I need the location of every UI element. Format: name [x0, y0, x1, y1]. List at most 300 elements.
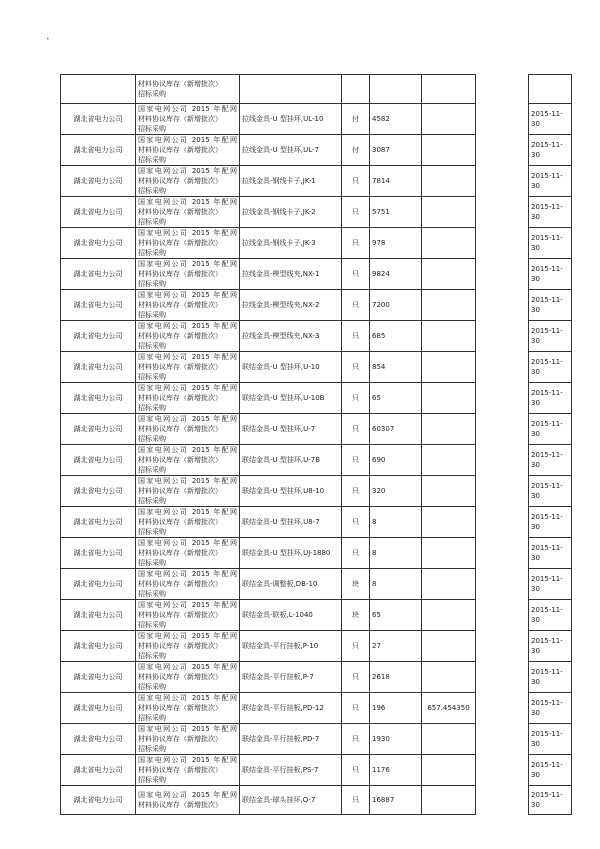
- qty-value: 8: [372, 580, 377, 588]
- item-name: 联结金具-平行挂板,P-10: [242, 642, 319, 650]
- gap-cell: [476, 662, 529, 693]
- project-line: 材料协议库存（新增批次）: [138, 766, 222, 774]
- company-cell: [61, 662, 136, 693]
- gap-cell: [476, 476, 529, 507]
- date-cell: [529, 197, 572, 228]
- table-row: [61, 321, 572, 352]
- date-cell: [529, 321, 572, 352]
- project-cell: [136, 755, 240, 786]
- project-line: 国家电网公司 2015 年配网: [138, 663, 237, 671]
- date-value: 2015-11-30: [531, 110, 563, 128]
- unit-cell: [342, 507, 370, 538]
- unit-value: 只: [352, 456, 359, 464]
- unit-cell: [342, 693, 370, 724]
- company-cell: [61, 631, 136, 662]
- unit-cell: [342, 290, 370, 321]
- item-name: 拉线金具-楔型线夹,NX-2: [242, 301, 320, 309]
- amount-cell: [422, 352, 476, 383]
- project-line: 招标采购: [138, 435, 166, 443]
- project-line: 材料协议库存（新增批次）: [138, 270, 222, 278]
- project-line: 招标采购: [138, 590, 166, 598]
- company-name: 湖北省电力公司: [73, 425, 123, 433]
- unit-value: 只: [352, 673, 359, 681]
- project-cell: [136, 445, 240, 476]
- table-row: [61, 104, 572, 135]
- project-line: 材料协议库存（新增批次）: [138, 80, 222, 88]
- date-value: 2015-11-30: [531, 265, 563, 283]
- date-value: 2015-11-30: [531, 420, 563, 438]
- company-cell: [61, 693, 136, 724]
- item-name: 拉线金具-U 型挂环,UL-7: [242, 146, 319, 154]
- date-value: 2015-11-30: [531, 513, 563, 531]
- amount-value: 657.454350: [427, 704, 470, 712]
- qty-value: 65: [372, 611, 381, 619]
- unit-value: 只: [352, 208, 359, 216]
- unit-cell: [342, 538, 370, 569]
- unit-cell: [342, 600, 370, 631]
- qty-cell: [370, 414, 422, 445]
- unit-value: 只: [352, 549, 359, 557]
- gap-cell: [476, 507, 529, 538]
- qty-cell: [370, 321, 422, 352]
- project-line: 材料协议库存（新增批次）: [138, 518, 222, 526]
- company-cell: [61, 600, 136, 631]
- item-name: 联结金具-U 型挂环,UJ-1880: [242, 549, 331, 557]
- qty-cell: [370, 104, 422, 135]
- item-name: 联结金具-U 型挂环,U8-7: [242, 518, 320, 526]
- unit-cell: [342, 414, 370, 445]
- company-name: 湖北省电力公司: [73, 146, 123, 154]
- amount-cell: [422, 290, 476, 321]
- unit-cell: [342, 724, 370, 755]
- date-value: 2015-11-30: [531, 482, 563, 500]
- unit-value: 只: [352, 518, 359, 526]
- project-line: 招标采购: [138, 373, 166, 381]
- qty-cell: [370, 538, 422, 569]
- company-name: 湖北省电力公司: [73, 642, 123, 650]
- gap-cell: [476, 724, 529, 755]
- project-line: 材料协议库存（新增批次）: [138, 425, 222, 433]
- qty-value: 2618: [372, 673, 390, 681]
- date-value: 2015-11-30: [531, 296, 563, 314]
- amount-cell: [422, 476, 476, 507]
- table-row: [61, 135, 572, 166]
- qty-value: 5751: [372, 208, 390, 216]
- date-value: 2015-11-30: [531, 389, 563, 407]
- qty-cell: [370, 786, 422, 815]
- project-cell: [136, 259, 240, 290]
- item-name: 联结金具-联板,L-1040: [242, 611, 313, 619]
- table-row: [61, 166, 572, 197]
- qty-value: 978: [372, 239, 386, 247]
- gap-cell: [476, 383, 529, 414]
- item-cell: [240, 786, 342, 815]
- project-cell: [136, 662, 240, 693]
- qty-value: 7814: [372, 177, 390, 185]
- project-line: 招标采购: [138, 218, 166, 226]
- date-cell: [529, 104, 572, 135]
- qty-cell: [370, 476, 422, 507]
- table-row: [61, 569, 572, 600]
- company-name: 湖北省电力公司: [73, 301, 123, 309]
- project-line: 招标采购: [138, 156, 166, 164]
- project-cell: [136, 352, 240, 383]
- project-line: 材料协议库存（新增批次）: [138, 239, 222, 247]
- project-line: 国家电网公司 2015 年配网: [138, 539, 237, 547]
- company-cell: [61, 724, 136, 755]
- item-cell: [240, 569, 342, 600]
- unit-cell: [342, 631, 370, 662]
- company-name: 湖北省电力公司: [73, 115, 123, 123]
- qty-cell: [370, 75, 422, 104]
- company-name: 湖北省电力公司: [73, 394, 123, 402]
- date-cell: [529, 135, 572, 166]
- company-cell: [61, 321, 136, 352]
- date-cell: [529, 445, 572, 476]
- gap-cell: [476, 569, 529, 600]
- project-line: 材料协议库存（新增批次）: [138, 673, 222, 681]
- project-line: 国家电网公司 2015 年配网: [138, 322, 237, 330]
- scan-mark: •: [46, 36, 50, 43]
- qty-cell: [370, 197, 422, 228]
- project-cell: [136, 104, 240, 135]
- qty-cell: [370, 600, 422, 631]
- unit-value: 只: [352, 795, 359, 804]
- qty-value: 1930: [372, 735, 390, 743]
- amount-cell: [422, 75, 476, 104]
- table-row: [61, 600, 572, 631]
- project-line: 招标采购: [138, 559, 166, 567]
- gap-cell: [476, 321, 529, 352]
- table-row: [61, 352, 572, 383]
- date-cell: [529, 755, 572, 786]
- date-cell: [529, 600, 572, 631]
- item-cell: [240, 538, 342, 569]
- unit-cell: [342, 135, 370, 166]
- date-value: 2015-11-30: [531, 761, 563, 779]
- project-line: 材料协议库存（新增批次）: [138, 611, 222, 619]
- table-row: [61, 538, 572, 569]
- item-cell: [240, 228, 342, 259]
- date-cell: [529, 507, 572, 538]
- unit-value: 只: [352, 270, 359, 278]
- gap-cell: [476, 352, 529, 383]
- project-line: 招标采购: [138, 683, 166, 691]
- qty-value: 8: [372, 518, 377, 526]
- table-row: [61, 662, 572, 693]
- project-line: 国家电网公司 2015 年配网: [138, 570, 237, 578]
- project-line: 国家电网公司 2015 年配网: [138, 790, 237, 799]
- company-cell: [61, 507, 136, 538]
- company-cell: [61, 786, 136, 815]
- amount-cell: [422, 569, 476, 600]
- qty-value: 3087: [372, 146, 390, 154]
- item-cell: [240, 600, 342, 631]
- company-cell: [61, 104, 136, 135]
- date-cell: [529, 693, 572, 724]
- project-line: 国家电网公司 2015 年配网: [138, 446, 237, 454]
- item-cell: [240, 507, 342, 538]
- project-line: 国家电网公司 2015 年配网: [138, 353, 237, 361]
- gap-cell: [476, 228, 529, 259]
- qty-cell: [370, 383, 422, 414]
- item-name: 联结金具-球头挂环,Q-7: [242, 795, 316, 804]
- date-value: 2015-11-30: [531, 234, 563, 252]
- amount-cell: [422, 197, 476, 228]
- project-line: 国家电网公司 2015 年配网: [138, 167, 237, 175]
- qty-cell: [370, 259, 422, 290]
- company-cell: [61, 290, 136, 321]
- company-name: 湖北省电力公司: [73, 735, 123, 743]
- date-cell: [529, 538, 572, 569]
- qty-value: 690: [372, 456, 386, 464]
- qty-value: 7200: [372, 301, 390, 309]
- date-cell: [529, 724, 572, 755]
- project-cell: [136, 476, 240, 507]
- date-cell: [529, 166, 572, 197]
- company-name: 湖北省电力公司: [73, 580, 123, 588]
- project-line: 材料协议库存（新增批次）: [138, 642, 222, 650]
- project-cell: [136, 600, 240, 631]
- gap-cell: [476, 104, 529, 135]
- qty-cell: [370, 166, 422, 197]
- project-cell: [136, 538, 240, 569]
- project-line: 招标采购: [138, 652, 166, 660]
- qty-cell: [370, 135, 422, 166]
- qty-value: 685: [372, 332, 386, 340]
- company-cell: [61, 135, 136, 166]
- project-line: 材料协议库存（新增批次）: [138, 332, 222, 340]
- project-cell: [136, 228, 240, 259]
- company-cell: [61, 414, 136, 445]
- date-cell: [529, 569, 572, 600]
- project-line: 材料协议库存（新增批次）: [138, 394, 222, 402]
- project-line: 招标采购: [138, 125, 166, 133]
- project-line: 材料协议库存（新增批次）: [138, 456, 222, 464]
- company-cell: [61, 166, 136, 197]
- project-cell: [136, 507, 240, 538]
- gap-cell: [476, 75, 529, 104]
- item-cell: [240, 290, 342, 321]
- unit-cell: [342, 786, 370, 815]
- project-line: 材料协议库存（新增批次）: [138, 704, 222, 712]
- item-cell: [240, 352, 342, 383]
- qty-value: 4582: [372, 115, 390, 123]
- date-value: 2015-11-30: [531, 172, 563, 190]
- project-line: 国家电网公司 2015 年配网: [138, 229, 237, 237]
- project-cell: [136, 724, 240, 755]
- project-line: 材料协议库存（新增批次）: [138, 363, 222, 371]
- date-cell: [529, 476, 572, 507]
- unit-value: 只: [352, 735, 359, 743]
- unit-cell: [342, 569, 370, 600]
- qty-cell: [370, 507, 422, 538]
- gap-cell: [476, 290, 529, 321]
- amount-cell: [422, 755, 476, 786]
- date-value: 2015-11-30: [531, 730, 563, 748]
- item-cell: [240, 755, 342, 786]
- item-cell: [240, 445, 342, 476]
- item-name: 拉线金具-楔型线夹,NX-3: [242, 332, 320, 340]
- company-name: 湖北省电力公司: [73, 239, 123, 247]
- qty-cell: [370, 290, 422, 321]
- project-line: 材料协议库存（新增批次）: [138, 146, 222, 154]
- date-value: 2015-11-30: [531, 141, 563, 159]
- item-name: 联结金具-平行挂板,PD-12: [242, 704, 324, 712]
- item-name: 联结金具-平行挂板,PD-7: [242, 735, 320, 743]
- project-line: 招标采购: [138, 249, 166, 257]
- project-line: 材料协议库存（新增批次）: [138, 115, 222, 123]
- date-cell: [529, 786, 572, 815]
- table-row: [61, 507, 572, 538]
- unit-cell: [342, 755, 370, 786]
- company-name: 湖北省电力公司: [73, 673, 123, 681]
- amount-cell: [422, 600, 476, 631]
- gap-cell: [476, 538, 529, 569]
- table-body: [61, 75, 572, 815]
- qty-value: 320: [372, 487, 386, 495]
- project-line: 材料协议库存（新增批次）: [138, 487, 222, 495]
- date-cell: [529, 414, 572, 445]
- project-line: 招标采购: [138, 745, 166, 753]
- item-name: 联结金具-调整板,DB-10: [242, 580, 318, 588]
- company-name: 湖北省电力公司: [73, 456, 123, 464]
- procurement-table: [60, 74, 572, 815]
- table-row: [61, 290, 572, 321]
- unit-value: 只: [352, 766, 359, 774]
- unit-cell: [342, 383, 370, 414]
- project-line: 国家电网公司 2015 年配网: [138, 756, 237, 764]
- company-cell: [61, 445, 136, 476]
- item-cell: [240, 662, 342, 693]
- project-line: 材料协议库存（新增批次）: [138, 301, 222, 309]
- unit-value: 只: [352, 704, 359, 712]
- qty-value: 60307: [372, 425, 395, 433]
- company-cell: [61, 383, 136, 414]
- project-line: 国家电网公司 2015 年配网: [138, 198, 237, 206]
- gap-cell: [476, 786, 529, 815]
- amount-cell: [422, 321, 476, 352]
- item-name: 联结金具-平行挂板,P-7: [242, 673, 314, 681]
- table-row: [61, 197, 572, 228]
- gap-cell: [476, 755, 529, 786]
- gap-cell: [476, 197, 529, 228]
- table-row: [61, 383, 572, 414]
- qty-cell: [370, 445, 422, 476]
- project-cell: [136, 321, 240, 352]
- item-cell: [240, 135, 342, 166]
- table-row: [61, 724, 572, 755]
- gap-cell: [476, 166, 529, 197]
- project-line: 招标采购: [138, 280, 166, 288]
- project-cell: [136, 569, 240, 600]
- qty-value: 65: [372, 394, 381, 402]
- unit-cell: [342, 352, 370, 383]
- project-line: 材料协议库存（新增批次）: [138, 208, 222, 216]
- amount-cell: [422, 228, 476, 259]
- company-name: 湖北省电力公司: [73, 363, 123, 371]
- unit-value: 付: [352, 146, 359, 154]
- table-row: [61, 445, 572, 476]
- qty-value: 16887: [372, 795, 395, 804]
- table-row: [61, 414, 572, 445]
- company-cell: [61, 228, 136, 259]
- date-cell: [529, 662, 572, 693]
- qty-cell: [370, 755, 422, 786]
- company-cell: [61, 259, 136, 290]
- item-name: 拉线金具-楔型线夹,NX-1: [242, 270, 320, 278]
- table-row-continued: [61, 75, 572, 104]
- project-line: 招标采购: [138, 342, 166, 350]
- company-name: 湖北省电力公司: [73, 611, 123, 619]
- unit-value: 只: [352, 332, 359, 340]
- table-row: [61, 693, 572, 724]
- item-name: 联结金具-平行挂板,PS-7: [242, 766, 319, 774]
- table-row: [61, 786, 572, 815]
- project-cell: [136, 631, 240, 662]
- company-cell: [61, 569, 136, 600]
- item-name: 联结金具-U 型挂环,U-10B: [242, 394, 325, 402]
- amount-cell: [422, 786, 476, 815]
- amount-cell: [422, 414, 476, 445]
- project-line: 国家电网公司 2015 年配网: [138, 508, 237, 516]
- company-cell: [61, 476, 136, 507]
- item-name: 拉线金具-钢线卡子,JK-3: [242, 239, 316, 247]
- date-value: 2015-11-30: [531, 544, 563, 562]
- project-line: 国家电网公司 2015 年配网: [138, 632, 237, 640]
- amount-cell: [422, 135, 476, 166]
- item-name: 拉线金具-钢线卡子,JK-1: [242, 177, 316, 185]
- project-line: 国家电网公司 2015 年配网: [138, 694, 237, 702]
- company-name: 湖北省电力公司: [73, 177, 123, 185]
- amount-cell: [422, 662, 476, 693]
- unit-value: 块: [352, 611, 359, 619]
- project-line: 国家电网公司 2015 年配网: [138, 291, 237, 299]
- date-cell: [529, 352, 572, 383]
- qty-cell: [370, 569, 422, 600]
- date-value: 2015-11-30: [531, 606, 563, 624]
- unit-value: 只: [352, 363, 359, 371]
- unit-cell: [342, 445, 370, 476]
- gap-cell: [476, 414, 529, 445]
- project-cell: [136, 75, 240, 104]
- gap-cell: [476, 631, 529, 662]
- project-cell: [136, 166, 240, 197]
- date-cell: [529, 228, 572, 259]
- project-line: 招标采购: [138, 311, 166, 319]
- unit-cell: [342, 321, 370, 352]
- table-row: [61, 631, 572, 662]
- date-cell: [529, 75, 572, 104]
- company-name: 湖北省电力公司: [73, 208, 123, 216]
- date-value: 2015-11-30: [531, 637, 563, 655]
- project-line: 招标采购: [138, 466, 166, 474]
- item-cell: [240, 321, 342, 352]
- project-line: 国家电网公司 2015 年配网: [138, 105, 237, 113]
- item-name: 联结金具-U 型挂环,U8-10: [242, 487, 325, 495]
- item-name: 拉线金具-U 型挂环,UL-10: [242, 115, 324, 123]
- item-name: 拉线金具-钢线卡子,JK-2: [242, 208, 316, 216]
- company-cell: [61, 538, 136, 569]
- unit-cell: [342, 476, 370, 507]
- project-line: 国家电网公司 2015 年配网: [138, 601, 237, 609]
- unit-cell: [342, 75, 370, 104]
- unit-cell: [342, 197, 370, 228]
- company-cell: [61, 352, 136, 383]
- date-value: 2015-11-30: [531, 327, 563, 345]
- project-cell: [136, 290, 240, 321]
- amount-cell: [422, 445, 476, 476]
